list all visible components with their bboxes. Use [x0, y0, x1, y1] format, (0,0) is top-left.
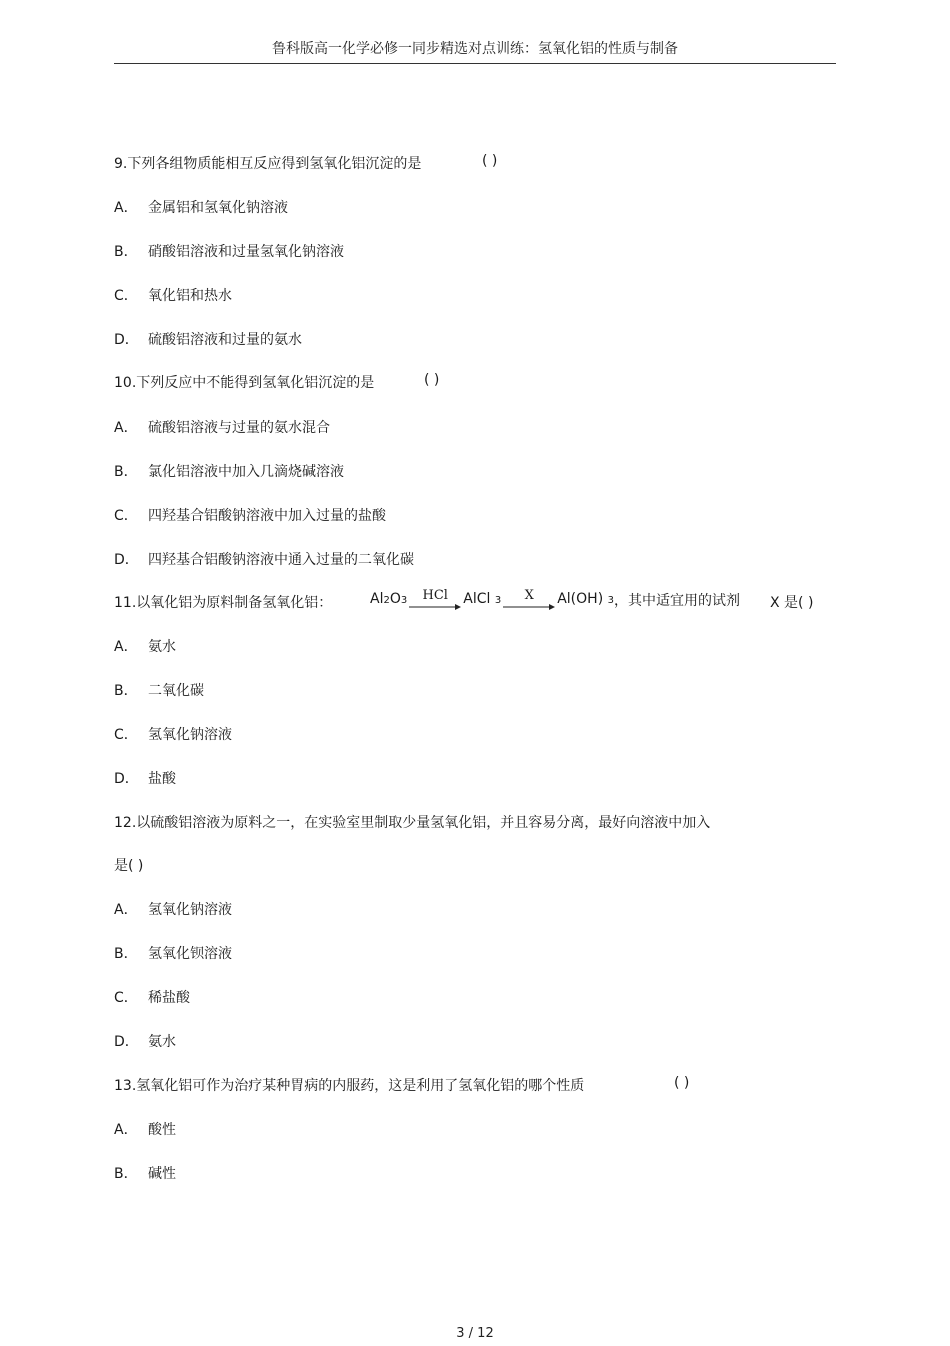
question-11-option-c[interactable] [114, 724, 232, 744]
formula-part: Al [370, 591, 384, 607]
option-letter: D． [114, 332, 139, 348]
subscript: 3 [607, 595, 614, 606]
subscript: 3 [494, 595, 502, 606]
question-10-option-a[interactable] [114, 417, 330, 437]
option-letter: A． [114, 200, 138, 216]
question-12-option-d[interactable] [114, 1031, 176, 1051]
page-number: 3 / 12 [456, 1326, 494, 1341]
option-text: 酸性 [148, 1122, 176, 1138]
header-divider [114, 63, 836, 64]
arrow-right-icon [503, 604, 555, 610]
option-letter: B． [114, 1166, 138, 1182]
option-text: 氢氧化钠溶液 [148, 902, 232, 918]
option-letter: B． [114, 244, 138, 260]
question-12-option-a[interactable] [114, 899, 232, 919]
question-10-option-d[interactable] [114, 549, 414, 569]
option-text: 氯化铝溶液中加入几滴烧碱溶液 [148, 464, 344, 480]
reaction-arrow-2 [503, 590, 555, 612]
formula-part: O [389, 591, 401, 607]
question-9-answer-paren: ( ) [482, 153, 498, 169]
question-11-tail: ，其中适宜用的试剂 [613, 593, 740, 609]
option-text: 稀盐酸 [148, 990, 190, 1006]
question-13-option-a[interactable] [114, 1119, 176, 1139]
question-9-option-b[interactable] [114, 241, 344, 261]
formula-part: AlCl [463, 591, 491, 607]
question-12-option-b[interactable] [114, 943, 232, 963]
question-9-text: 9.下列各组物质能相互反应得到氢氧化铝沉淀的是 [114, 156, 422, 172]
question-9-option-c[interactable] [114, 285, 232, 305]
question-13-text: 13.氢氧化铝可作为治疗某种胃病的内服药，这是利用了氢氧化铝的哪个性质 [114, 1078, 585, 1094]
question-12-option-c[interactable] [114, 987, 190, 1007]
question-10-stem [114, 372, 440, 392]
option-text: 碱性 [148, 1166, 176, 1182]
question-11-option-a[interactable] [114, 636, 176, 656]
option-letter: A． [114, 639, 138, 655]
question-9-option-a[interactable] [114, 197, 288, 217]
question-12-stem: 12.以硫酸铝溶液为原料之一，在实验室里制取少量氢氧化铝，并且容易分离，最好向溶液中加入 [114, 815, 711, 831]
question-13-answer-paren: ( ) [674, 1075, 690, 1091]
page-header-title: 鲁科版高一化学必修一同步精选对点训练：氢氧化铝的性质与制备 [272, 41, 678, 57]
question-9-stem [114, 153, 498, 173]
option-text: 四羟基合铝酸钠溶液中通入过量的二氧化碳 [148, 552, 414, 568]
formula-aloh3 [557, 584, 614, 612]
option-letter: D． [114, 1034, 139, 1050]
question-11-option-d[interactable] [114, 768, 176, 788]
option-text: 二氧化碳 [148, 683, 204, 699]
subscript: 2 [383, 595, 390, 606]
option-text: 氨水 [148, 639, 176, 655]
question-13-stem [114, 1075, 690, 1095]
option-letter: A． [114, 902, 138, 918]
option-text: 氨水 [148, 1034, 176, 1050]
option-text: 金属铝和氢氧化钠溶液 [148, 200, 288, 216]
question-11-option-b[interactable] [114, 680, 204, 700]
subscript: 3 [400, 595, 408, 606]
arrow-2-label: X [524, 588, 534, 603]
option-text: 四羟基合铝酸钠溶液中加入过量的盐酸 [148, 508, 386, 524]
question-10-text: 10.下列反应中不能得到氢氧化铝沉淀的是 [114, 375, 375, 391]
option-letter: A． [114, 1122, 138, 1138]
option-letter: B． [114, 946, 138, 962]
option-letter: C． [114, 990, 138, 1006]
option-text: 硫酸铝溶液和过量的氨水 [148, 332, 302, 348]
option-text: 氢氧化钡溶液 [148, 946, 232, 962]
option-text: 氢氧化钠溶液 [148, 727, 232, 743]
question-13-option-b[interactable] [114, 1163, 176, 1183]
question-12-stem-continued: 是( ) [114, 858, 144, 874]
option-text: 盐酸 [148, 771, 176, 787]
option-text: 氧化铝和热水 [148, 288, 232, 304]
option-letter: D． [114, 771, 139, 787]
option-text: 硝酸铝溶液和过量氢氧化钠溶液 [148, 244, 344, 260]
reaction-equation [370, 584, 740, 612]
reaction-arrow-1 [409, 590, 461, 612]
formula-part: Al(OH) [557, 591, 604, 607]
option-letter: A． [114, 420, 138, 436]
arrow-right-icon [409, 604, 461, 610]
option-letter: B． [114, 464, 138, 480]
arrow-1-label: HCl [422, 588, 448, 603]
question-9-option-d[interactable] [114, 329, 302, 349]
option-letter: C． [114, 727, 138, 743]
question-11-text: 11.以氧化铝为原料制备氢氧化铝： [114, 595, 333, 611]
question-10-option-c[interactable] [114, 505, 386, 525]
option-letter: C． [114, 288, 138, 304]
option-letter: D． [114, 552, 139, 568]
option-letter: B． [114, 683, 138, 699]
option-letter: C． [114, 508, 138, 524]
question-10-option-b[interactable] [114, 461, 344, 481]
question-10-answer-paren: ( ) [424, 372, 440, 388]
question-11-x-prompt: X 是( ) [770, 595, 814, 611]
formula-alcl3 [463, 584, 501, 612]
formula-al2o3 [370, 584, 407, 612]
option-text: 硫酸铝溶液与过量的氨水混合 [148, 420, 330, 436]
